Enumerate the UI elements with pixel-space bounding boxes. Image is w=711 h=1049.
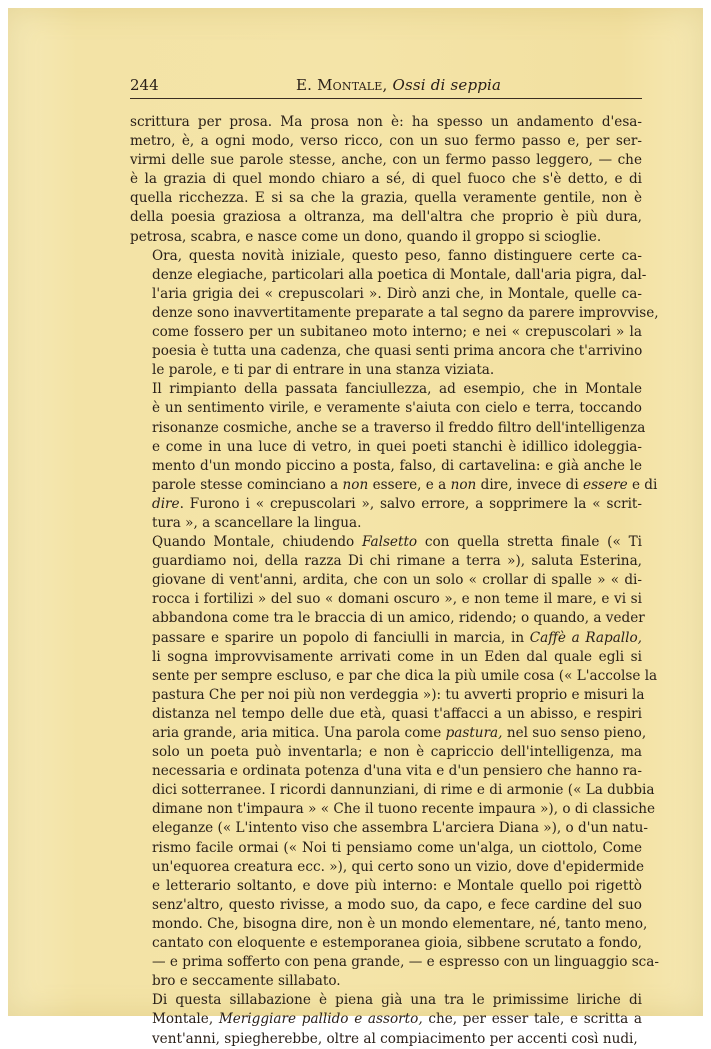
paragraph <box>130 380 658 533</box>
text-line: come fossero per un subitaneo moto interno; e nei « crepuscolari » la <box>152 324 642 341</box>
text-line: metro, è, a ogni modo, verso ricco, con un suo fermo passo e, per ser- <box>130 133 642 150</box>
text-line: Il rimpianto della passata fanciullezza, ad esempio, che in Montale <box>152 381 642 398</box>
text-line: sente per sempre escluso, e par che dica la più umile cosa (« L'accolse la <box>152 667 658 684</box>
text-line: vent'anni, spiegherebbe, oltre al compiacimento per accenti così nudi, <box>152 1030 638 1047</box>
text-line: denze sono inavvertitamente preparate a tal segno da parere improvvise, <box>152 304 659 321</box>
text-line: mento d'un mondo piccino a posta, falso, di cartavelina: e già anche le <box>152 457 642 474</box>
text-line: tura », a scancellare la lingua. <box>152 514 362 531</box>
running-title <box>296 76 501 94</box>
text-line: è un sentimento virile, e veramente s'aiuta con cielo e terra, toccando <box>152 400 642 417</box>
text-line: passare e sparire un popolo di fanciulli in marcia, in Caffè a Rapallo, <box>152 629 642 646</box>
text-line: mondo. Che, bisogna dire, non è un mondo elementare, né, tanto meno, <box>152 915 648 932</box>
text-line: senz'altro, questo rivisse, a modo suo, da capo, e fece cardine del suo <box>152 896 642 913</box>
running-header <box>130 76 642 99</box>
text-line: petrosa, scabra, e nasce come un dono, quando il groppo si scioglie. <box>130 228 602 245</box>
paragraph <box>130 533 659 991</box>
body-text <box>130 113 659 1049</box>
text-line: guardiamo noi, della razza Di chi rimane a terra »), saluta Esterina, <box>152 553 642 570</box>
text-line: è la grazia di quel mondo chiaro a sé, di quel fuoco che s'è detto, e di <box>130 171 642 188</box>
text-line: della poesia graziosa a oltranza, ma dell'altra che proprio è più dura, <box>130 209 642 226</box>
text-line: le parole, e ti par di entrare in una stanza viziata. <box>152 362 495 379</box>
author-name: E. Montale, <box>296 76 388 94</box>
text-line: pastura Che per noi più non verdeggia »): tu avverti proprio e misuri la <box>152 686 645 703</box>
text-line: scrittura per prosa. Ma prosa non è: ha spesso un andamento d'esa- <box>130 114 642 130</box>
text-line: Di questa sillabazione è piena già una tra le primissime liriche di <box>152 992 642 1009</box>
book-page <box>130 76 659 1049</box>
paragraph <box>130 991 642 1048</box>
text-line: risonanze cosmiche, anche se a traverso il freddo filtro dell'intelligenza <box>152 419 646 436</box>
text-line: — e prima sofferto con pena grande, — e espresso con un linguaggio sca- <box>152 954 659 971</box>
text-line: Ora, questa novità iniziale, questo peso, fanno distinguere certe ca- <box>152 247 642 264</box>
text-line: rismo facile ormai (« Noi ti pensiamo come un'alga, un ciottolo, Come <box>152 839 642 856</box>
text-line: giovane di vent'anni, ardita, che con un solo « crollar di spalle » « di- <box>152 572 642 589</box>
text-line: e letterario soltanto, e dove più interno: e Montale quello poi rigettò <box>152 877 642 894</box>
text-line: necessaria e ordinata potenza d'una vita e d'un pensiero che hanno ra- <box>152 763 642 780</box>
paragraph <box>130 247 659 381</box>
text-line: rocca i fortilizi » del suo « domani oscuro », e non teme il mare, e vi si <box>152 591 642 608</box>
page-number: 244 <box>130 76 159 94</box>
text-line: dimane non t'impaura » « Che il tuono recente impaura »), o di classiche <box>152 801 656 818</box>
text-line: poesia è tutta una cadenza, che quasi senti prima ancora che t'arrivino <box>152 343 643 360</box>
work-title: Ossi di seppia <box>392 76 502 94</box>
paragraph <box>130 113 642 247</box>
text-line: virmi delle sue parole stesse, anche, con un fermo passo leggero, — che <box>130 152 642 169</box>
text-line: quella ricchezza. E si sa che la grazia, quella veramente gentile, non è <box>130 190 642 207</box>
text-line: dire. Furono i « crepuscolari », salvo errore, a sopprimere la « scrit- <box>152 495 642 512</box>
text-line: e come in una luce di vetro, in quei poeti stanchi è idillico idoleggia- <box>152 438 642 455</box>
text-line: dici sotterranee. I ricordi dannunziani, di rime e di armonie (« La dubbia <box>152 782 655 799</box>
text-line: Montale, Meriggiare pallido e assorto, che, per esser tale, e scritta a <box>152 1011 642 1028</box>
text-line: Quando Montale, chiudendo Falsetto con quella stretta finale (« Ti <box>152 534 642 551</box>
text-line: parole stesse cominciano a non essere, e a non dire, invece di essere e di <box>152 476 658 493</box>
text-line: li sogna improvvisamente arrivati come in un Eden dal quale egli si <box>152 648 642 665</box>
text-line: bro e seccamente sillabato. <box>152 973 341 990</box>
text-line: eleganze (« L'intento viso che assembra L'arciera Diana »), o d'un natu- <box>152 820 648 837</box>
text-line: un'equorea creatura ecc. »), qui certo sono un vizio, dove d'epidermide <box>152 858 645 875</box>
text-line: abbandona come tra le braccia di un amico, ridendo; o quando, a veder <box>152 610 645 627</box>
text-line: l'aria grigia dei « crepuscolari ». Dirò anzi che, in Montale, quelle ca- <box>152 285 642 302</box>
text-line: cantato con eloquente e estemporanea gioia, sibbene scrutato a fondo, <box>152 935 642 952</box>
text-line: denze elegiache, particolari alla poetica di Montale, dall'aria pigra, dal- <box>152 266 647 283</box>
text-line: distanza nel tempo delle due età, quasi t'affacci a un abisso, e respiri <box>152 705 642 722</box>
text-line: solo un poeta può inventarla; e non è capriccio dell'intelligenza, ma <box>152 744 642 761</box>
text-line: aria grande, aria mitica. Una parola come pastura, nel suo senso pieno, <box>152 725 647 741</box>
